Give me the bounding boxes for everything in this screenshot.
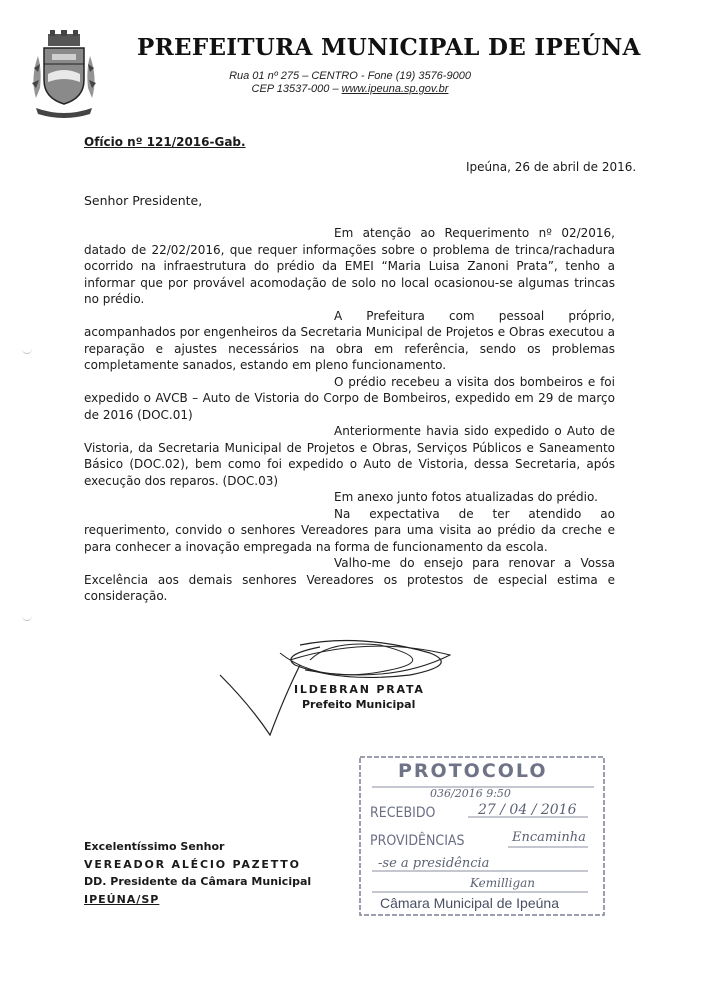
letter-body xyxy=(84,225,615,605)
scan-mark xyxy=(22,612,32,621)
coat-of-arms-icon xyxy=(28,28,100,120)
signatory-role: Prefeito Municipal xyxy=(302,698,416,711)
addressee-block xyxy=(84,838,311,908)
paragraph: Valho-me do ensejo para renovar a Vossa Excelência aos demais senhores Vereadores os protestos de especial estima e consideração. xyxy=(84,556,615,603)
providencias-label: PROVIDÊNCIAS xyxy=(370,833,465,849)
salutation: Senhor Presidente, xyxy=(84,193,203,208)
addressee-name: VEREADOR ALÉCIO PAZETTO xyxy=(84,857,301,871)
address-line-2 xyxy=(200,83,500,95)
providencias-note: Encaminha xyxy=(512,830,586,845)
addressee-city: IPEÚNA/SP xyxy=(84,892,160,906)
addressee-title: DD. Presidente da Câmara Municipal xyxy=(84,875,312,888)
website-link[interactable]: www.ipeuna.sp.gov.br xyxy=(341,83,449,95)
paragraph: Anteriormente havia sido expedido o Auto de Vistoria, da Secretaria Municipal de Projetos e Obras, Serviços Públicos e Saneamento Básico (DOC.02), bem como foi expedido o Auto de Vistoria, dessa Secretaria, após execução dos reparos. (DOC.03) xyxy=(84,424,615,488)
signatory-name: ILDEBRAN PRATA xyxy=(294,683,425,696)
document-reference: Ofício nº 121/2016-Gab. xyxy=(84,135,246,149)
received-date: 27 / 04 / 2016 xyxy=(478,802,577,818)
received-label: RECEBIDO xyxy=(370,805,436,821)
postal-code: CEP 13537-000 – xyxy=(251,83,342,95)
page-title: PREFEITURA MUNICIPAL DE IPEÚNA xyxy=(137,34,641,61)
providencias-note-2: -se a presidência xyxy=(378,856,490,871)
paragraph: Na expectativa de ter atendido ao requerimento, convido o senhores Vereadores para uma visita ao prédio da creche e para conhecer a inovação empregada na forma de funcionamento da escola. xyxy=(84,506,615,554)
paragraph: Em atenção ao Requerimento nº 02/2016, datado de 22/02/2016, que requer informações sobre o problema de trinca/rachadura ocorrido na infraestrutura do prédio da EMEI “Maria Luisa Zanoni Prata”, tenho a informar que por provável acomodação de solo no local ocasionou-se algumas trincas no prédio. xyxy=(84,226,615,306)
paragraph: A Prefeitura com pessoal próprio, acompanhados por engenheiros da Secretaria Municipal de Projetos e Obras executou a reparação e ajustes necessários na obra em referência, sendo os problemas completamente sanados, estando em pleno funcionamento. xyxy=(84,308,615,372)
stamp-number-time: 036/2016 9:50 xyxy=(430,787,511,800)
stamp-footer: Câmara Municipal de Ipeúna xyxy=(380,895,559,911)
document-date: Ipeúna, 26 de abril de 2016. xyxy=(466,160,637,174)
paragraph: Em anexo junto fotos atualizadas do prédio. xyxy=(334,490,598,504)
addressee-honorific: Excelentíssimo Senhor xyxy=(84,840,225,853)
stamp-title: PROTOCOLO xyxy=(398,760,548,782)
paragraph: O prédio recebeu a visita dos bombeiros e foi expedido o AVCB – Auto de Vistoria do Corpo de Bombeiros, expedido em 29 de março de 2016 (DOC.01) xyxy=(84,374,615,422)
address-line: Rua 01 nº 275 – CENTRO - Fone (19) 3576-9000 xyxy=(229,70,471,82)
stamp-initials: Kemilligan xyxy=(470,876,536,890)
scan-mark xyxy=(22,345,32,354)
